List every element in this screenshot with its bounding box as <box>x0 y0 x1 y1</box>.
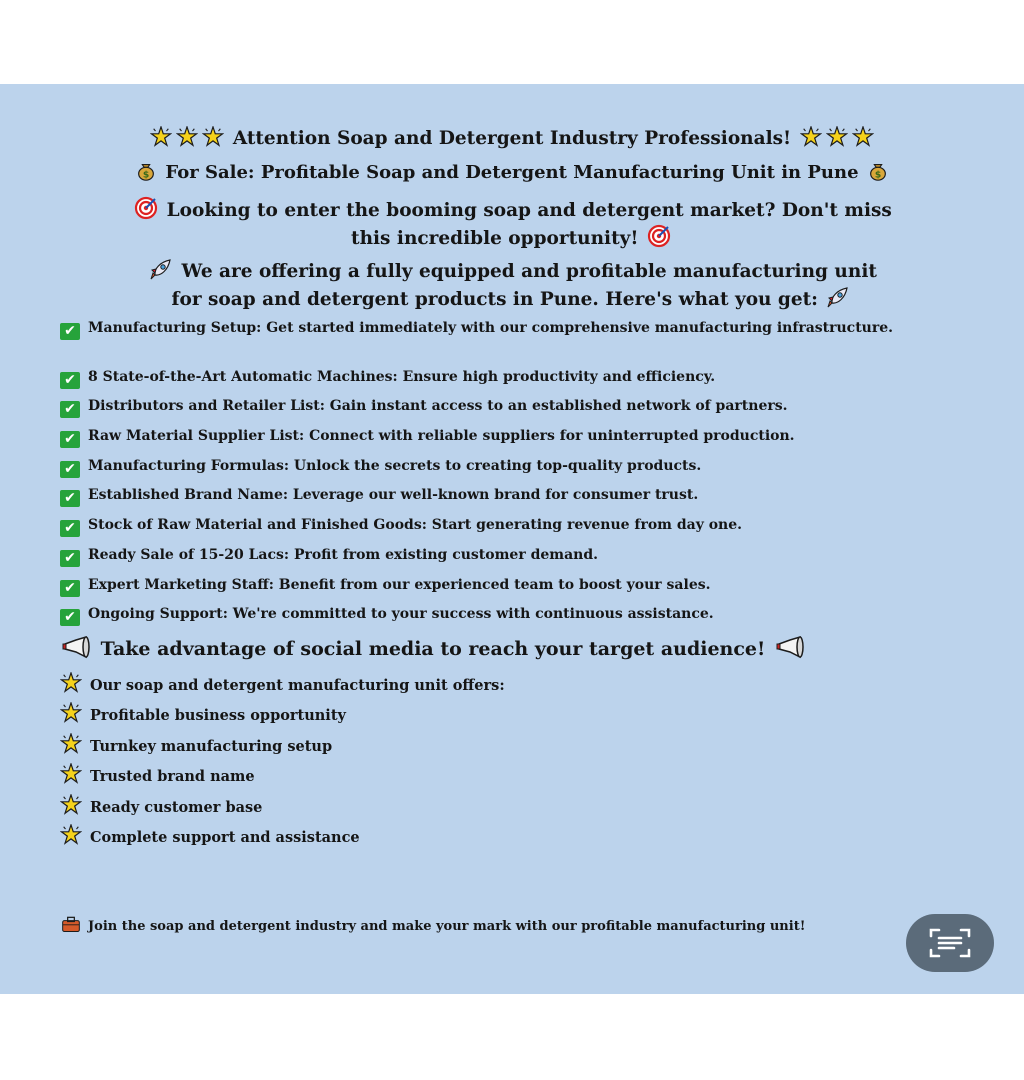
text-scan-icon <box>928 926 972 960</box>
offer-item: Ready customer base <box>60 794 960 818</box>
feature-item: ✔ Established Brand Name: Leverage our well-known brand for consumer trust. <box>60 486 960 507</box>
sparkle-star-icon <box>60 794 82 816</box>
rocket-icon <box>826 285 850 309</box>
check-mark-icon: ✔ <box>60 490 80 507</box>
offering-headline <box>50 257 974 313</box>
feature-item: ✔ Raw Material Supplier List: Connect with reliable suppliers for uninterrupted production. <box>60 427 960 448</box>
offering-text-line2: for soap and detergent products in Pune. Here's what you get: <box>171 289 819 310</box>
money-bag-icon <box>867 160 889 182</box>
text-scan-button[interactable] <box>906 914 994 972</box>
looking-text-line2: this incredible opportunity! <box>351 228 639 249</box>
attention-text: Attention Soap and Detergent Industry Professionals! <box>232 128 792 149</box>
feature-item: ✔ Stock of Raw Material and Finished Goods: Start generating revenue from day one. <box>60 516 960 537</box>
feature-item: ✔ 8 State-of-the-Art Automatic Machines: Ensure high productivity and efficiency. <box>60 368 960 389</box>
offers-title: Our soap and detergent manufacturing unit offers: <box>60 672 960 696</box>
target-icon <box>134 196 158 220</box>
rocket-icon <box>149 257 173 281</box>
megaphone-icon <box>774 635 806 659</box>
sparkle-star-icon <box>826 126 848 148</box>
sparkle-star-icon <box>60 702 82 724</box>
feature-item: ✔ Distributors and Retailer List: Gain instant access to an established network of partners. <box>60 397 960 418</box>
money-bag-icon <box>135 160 157 182</box>
ad-panel <box>0 84 1024 994</box>
briefcase-icon <box>60 914 82 934</box>
for-sale-headline <box>50 160 974 186</box>
check-mark-icon: ✔ <box>60 520 80 537</box>
check-mark-icon: ✔ <box>60 323 80 340</box>
sparkle-star-icon <box>202 126 224 148</box>
sparkle-star-icon <box>60 672 82 694</box>
offer-item: Turnkey manufacturing setup <box>60 733 960 757</box>
check-mark-icon: ✔ <box>60 609 80 626</box>
social-media-text: Take advantage of social media to reach your target audience! <box>100 638 766 660</box>
check-mark-icon: ✔ <box>60 550 80 567</box>
feature-item: ✔ Ready Sale of 15-20 Lacs: Profit from existing customer demand. <box>60 546 960 567</box>
offer-item: Trusted brand name <box>60 763 960 787</box>
offer-item: Profitable business opportunity <box>60 702 960 726</box>
for-sale-text: For Sale: Profitable Soap and Detergent Manufacturing Unit in Pune <box>165 162 859 183</box>
offer-item: Complete support and assistance <box>60 824 960 848</box>
attention-headline <box>50 126 974 152</box>
social-media-headline <box>58 635 958 662</box>
sparkle-star-icon <box>60 763 82 785</box>
feature-item: ✔ Ongoing Support: We're committed to your success with continuous assistance. <box>60 605 960 626</box>
sparkle-star-icon <box>60 824 82 846</box>
check-mark-icon: ✔ <box>60 461 80 478</box>
megaphone-icon <box>60 635 92 659</box>
sparkle-star-icon <box>150 126 172 148</box>
sparkle-star-icon <box>176 126 198 148</box>
feature-item: ✔ Expert Marketing Staff: Benefit from our experienced team to boost your sales. <box>60 576 960 597</box>
offering-text-line1: We are offering a fully equipped and profitable manufacturing unit <box>181 261 877 282</box>
looking-headline <box>50 196 974 252</box>
sparkle-star-icon <box>852 126 874 148</box>
footer-call-to-action: Join the soap and detergent industry and make your mark with our profitable manufacturing unit! <box>60 914 940 937</box>
check-mark-icon: ✔ <box>60 372 80 389</box>
check-mark-icon: ✔ <box>60 431 80 448</box>
sparkle-star-icon <box>800 126 822 148</box>
check-mark-icon: ✔ <box>60 401 80 418</box>
feature-item: ✔ Manufacturing Setup: Get started immediately with our comprehensive manufacturing infrastructure. <box>60 319 960 340</box>
target-icon <box>647 224 671 248</box>
feature-item: ✔ Manufacturing Formulas: Unlock the secrets to creating top-quality products. <box>60 457 960 478</box>
check-mark-icon: ✔ <box>60 580 80 597</box>
looking-text-line1: Looking to enter the booming soap and detergent market? Don't miss <box>166 200 892 221</box>
sparkle-star-icon <box>60 733 82 755</box>
